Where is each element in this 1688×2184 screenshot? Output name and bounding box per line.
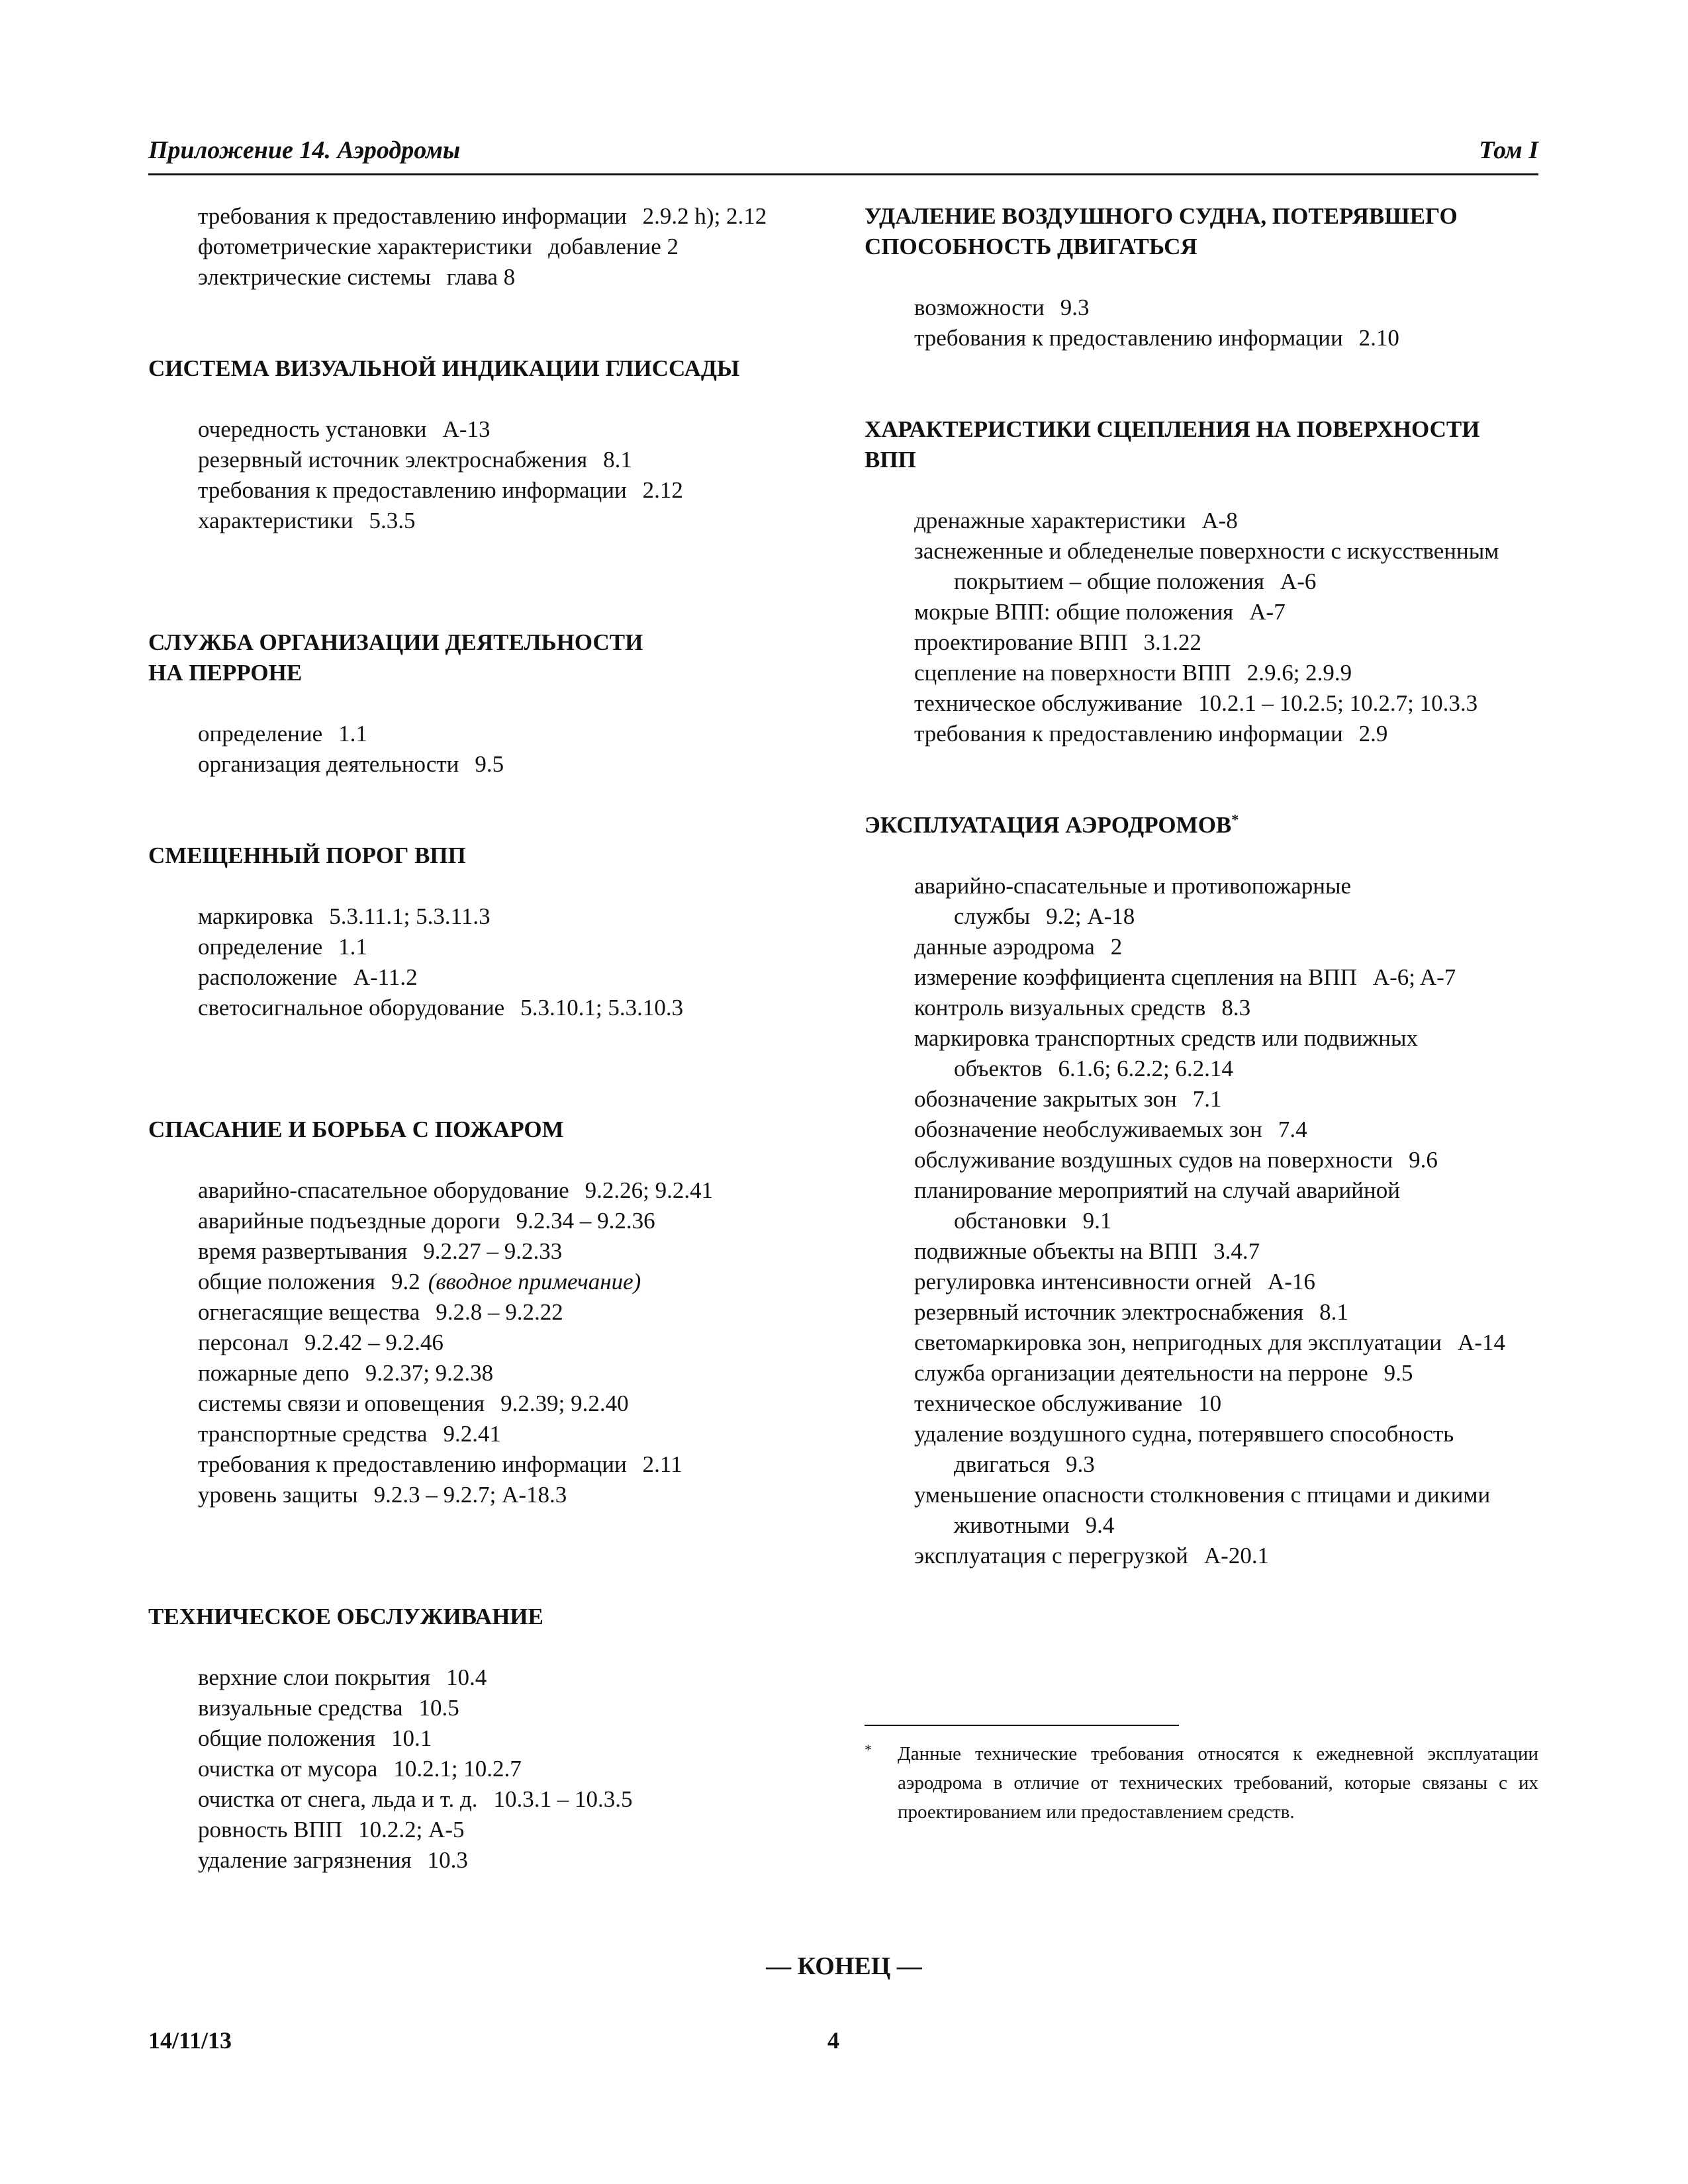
- index-entry: требования к предоставлению информации 2.9: [914, 721, 1388, 747]
- index-entry: аварийно-спасательное оборудование 9.2.26; 9.2.41: [198, 1177, 714, 1203]
- end-marker: — КОНЕЦ —: [766, 1952, 922, 1980]
- index-entry: техническое обслуживание 10.2.1 – 10.2.5; 10.2.7; 10.3.3: [914, 690, 1478, 716]
- index-entry: общие положения 9.2 (вводное примечание): [198, 1269, 641, 1295]
- continued-entries: [148, 201, 830, 293]
- index-entry: транспортные средства 9.2.41: [198, 1421, 501, 1447]
- index-entry: очередность установки A-13: [198, 416, 491, 442]
- index-entry: подвижные объекты на ВПП 3.4.7: [914, 1238, 1260, 1264]
- index-entry: заснеженные и обледенелые поверхности с искусственным покрытием – общие положения A-6: [914, 538, 1499, 594]
- index-entry: резервный источник электроснабжения 8.1: [914, 1299, 1348, 1325]
- index-entry: дренажные характеристики A-8: [914, 508, 1238, 533]
- section-apron-management: [148, 627, 830, 780]
- index-entry: резервный источник электроснабжения 8.1: [198, 447, 632, 473]
- section-aerodrome-operations: [865, 810, 1546, 1571]
- index-entry: обслуживание воздушных судов на поверхности 9.6: [914, 1147, 1438, 1173]
- section-heading: СЛУЖБА ОРГАНИЗАЦИИ ДЕЯТЕЛЬНОСТИ НА ПЕРРОНЕ: [148, 629, 643, 686]
- footnote-mark: *: [865, 1741, 872, 1758]
- index-entry: фотометрические характеристики добавление 2: [198, 234, 679, 259]
- section-displaced-threshold: [148, 841, 830, 1023]
- section-heading: СМЕЩЕННЫЙ ПОРОГ ВПП: [148, 842, 466, 868]
- index-entry: возможности 9.3: [914, 295, 1090, 320]
- footnote-separator: [865, 1725, 1179, 1726]
- index-entry: организация деятельности 9.5: [198, 751, 504, 777]
- index-entry: верхние слои покрытия 10.4: [198, 1664, 487, 1690]
- index-entry: аварийно-спасательные и противопожарные службы 9.2; A-18: [914, 873, 1352, 929]
- index-entry: данные аэродрома 2: [914, 934, 1123, 960]
- index-entry: удаление воздушного судна, потерявшего способность двигаться 9.3: [914, 1421, 1454, 1477]
- index-entry: уменьшение опасности столкновения с птицами и дикими животными 9.4: [914, 1482, 1491, 1538]
- index-entry: ровность ВПП 10.2.2; A-5: [198, 1817, 465, 1843]
- volume-label: Том I: [1479, 136, 1538, 164]
- index-entry: эксплуатация с перегрузкой A-20.1: [914, 1543, 1270, 1569]
- section-heading: СПАСАНИЕ И БОРЬБА С ПОЖАРОМ: [148, 1116, 564, 1142]
- section-vasis: [148, 353, 830, 536]
- index-entry: определение 1.1: [198, 721, 367, 747]
- document-title: Приложение 14. Аэродромы: [148, 136, 461, 164]
- index-entry: огнегасящие вещества 9.2.8 – 9.2.22: [198, 1299, 563, 1325]
- index-entry: сцепление на поверхности ВПП 2.9.6; 2.9.9: [914, 660, 1352, 686]
- index-entry: мокрые ВПП: общие положения A-7: [914, 599, 1286, 625]
- index-entry: аварийные подъездные дороги 9.2.34 – 9.2.36: [198, 1208, 655, 1234]
- section-heading: ЭКСПЛУАТАЦИЯ АЭРОДРОМОВ*: [865, 811, 1239, 838]
- section-heading: УДАЛЕНИЕ ВОЗДУШНОГО СУДНА, ПОТЕРЯВШЕГО СПОСОБНОСТЬ ДВИГАТЬСЯ: [865, 203, 1458, 259]
- footnote: [865, 1739, 1538, 1827]
- index-entry: время развертывания 9.2.27 – 9.2.33: [198, 1238, 563, 1264]
- index-entry: уровень защиты 9.2.3 – 9.2.7; A-18.3: [198, 1482, 567, 1508]
- index-entry: обозначение необслуживаемых зон 7.4: [914, 1116, 1307, 1142]
- entry-note: (вводное примечание): [428, 1269, 641, 1295]
- index-entry: техническое обслуживание 10: [914, 1390, 1222, 1416]
- index-entry: общие положения 10.1: [198, 1725, 432, 1751]
- index-entry: пожарные депо 9.2.37; 9.2.38: [198, 1360, 494, 1386]
- index-entry: маркировка 5.3.11.1; 5.3.11.3: [198, 903, 491, 929]
- index-entry: проектирование ВПП 3.1.22: [914, 629, 1202, 655]
- index-entry: визуальные средства 10.5: [198, 1695, 459, 1721]
- index-entry: требования к предоставлению информации 2.12: [198, 477, 683, 503]
- index-entry: персонал 9.2.42 – 9.2.46: [198, 1330, 444, 1355]
- index-entry: системы связи и оповещения 9.2.39; 9.2.40: [198, 1390, 629, 1416]
- index-entry: очистка от мусора 10.2.1; 10.2.7: [198, 1756, 522, 1782]
- index-entry: требования к предоставлению информации 2.10: [914, 325, 1399, 351]
- index-entry: характеристики 5.3.5: [198, 508, 416, 533]
- index-entry: определение 1.1: [198, 934, 367, 960]
- right-column: [865, 201, 1546, 1571]
- section-runway-surface-friction: [865, 414, 1546, 749]
- left-column: [148, 201, 830, 1876]
- footnote-text: Данные технические требования относятся к ежедневной эксплуатации аэродрома в отличие от технических требований, которые связаны с их проектированием или предоставлением средств.: [898, 1743, 1538, 1823]
- footer-date: 14/11/13: [148, 2027, 232, 2054]
- index-entry: удаление загрязнения 10.3: [198, 1847, 468, 1873]
- index-entry: требования к предоставлению информации 2.11: [198, 1451, 682, 1477]
- index-entry: требования к предоставлению информации 2.9.2 h); 2.12: [198, 203, 767, 229]
- index-entry: светосигнальное оборудование 5.3.10.1; 5.3.10.3: [198, 995, 684, 1021]
- footnote-reference: *: [1231, 811, 1239, 828]
- section-heading: ТЕХНИЧЕСКОЕ ОБСЛУЖИВАНИЕ: [148, 1604, 543, 1629]
- section-heading: ХАРАКТЕРИСТИКИ СЦЕПЛЕНИЯ НА ПОВЕРХНОСТИ ВПП: [865, 416, 1480, 473]
- index-entry: маркировка транспортных средств или подвижных объектов 6.1.6; 6.2.2; 6.2.14: [914, 1025, 1418, 1081]
- index-entry: регулировка интенсивности огней A-16: [914, 1269, 1315, 1295]
- index-entry: очистка от снега, льда и т. д. 10.3.1 – 10.3.5: [198, 1786, 633, 1812]
- index-entry: электрические системы глава 8: [198, 264, 516, 290]
- page-header: [148, 131, 1538, 175]
- index-entry: расположение A-11.2: [198, 964, 418, 990]
- index-entry: измерение коэффициента сцепления на ВПП A-6; A-7: [914, 964, 1456, 990]
- section-heading: СИСТЕМА ВИЗУАЛЬНОЙ ИНДИКАЦИИ ГЛИССАДЫ: [148, 355, 740, 381]
- section-rescue-firefighting: [148, 1115, 830, 1510]
- section-disabled-aircraft-removal: [865, 201, 1546, 353]
- index-entry: служба организации деятельности на перроне 9.5: [914, 1360, 1413, 1386]
- index-entry: контроль визуальных средств 8.3: [914, 995, 1251, 1021]
- page-number: 4: [827, 2027, 839, 2054]
- section-maintenance: [148, 1602, 830, 1876]
- index-entry: светомаркировка зон, непригодных для эксплуатации A-14: [914, 1330, 1505, 1355]
- index-entry: обозначение закрытых зон 7.1: [914, 1086, 1222, 1112]
- index-entry: планирование мероприятий на случай аварийной обстановки 9.1: [914, 1177, 1400, 1234]
